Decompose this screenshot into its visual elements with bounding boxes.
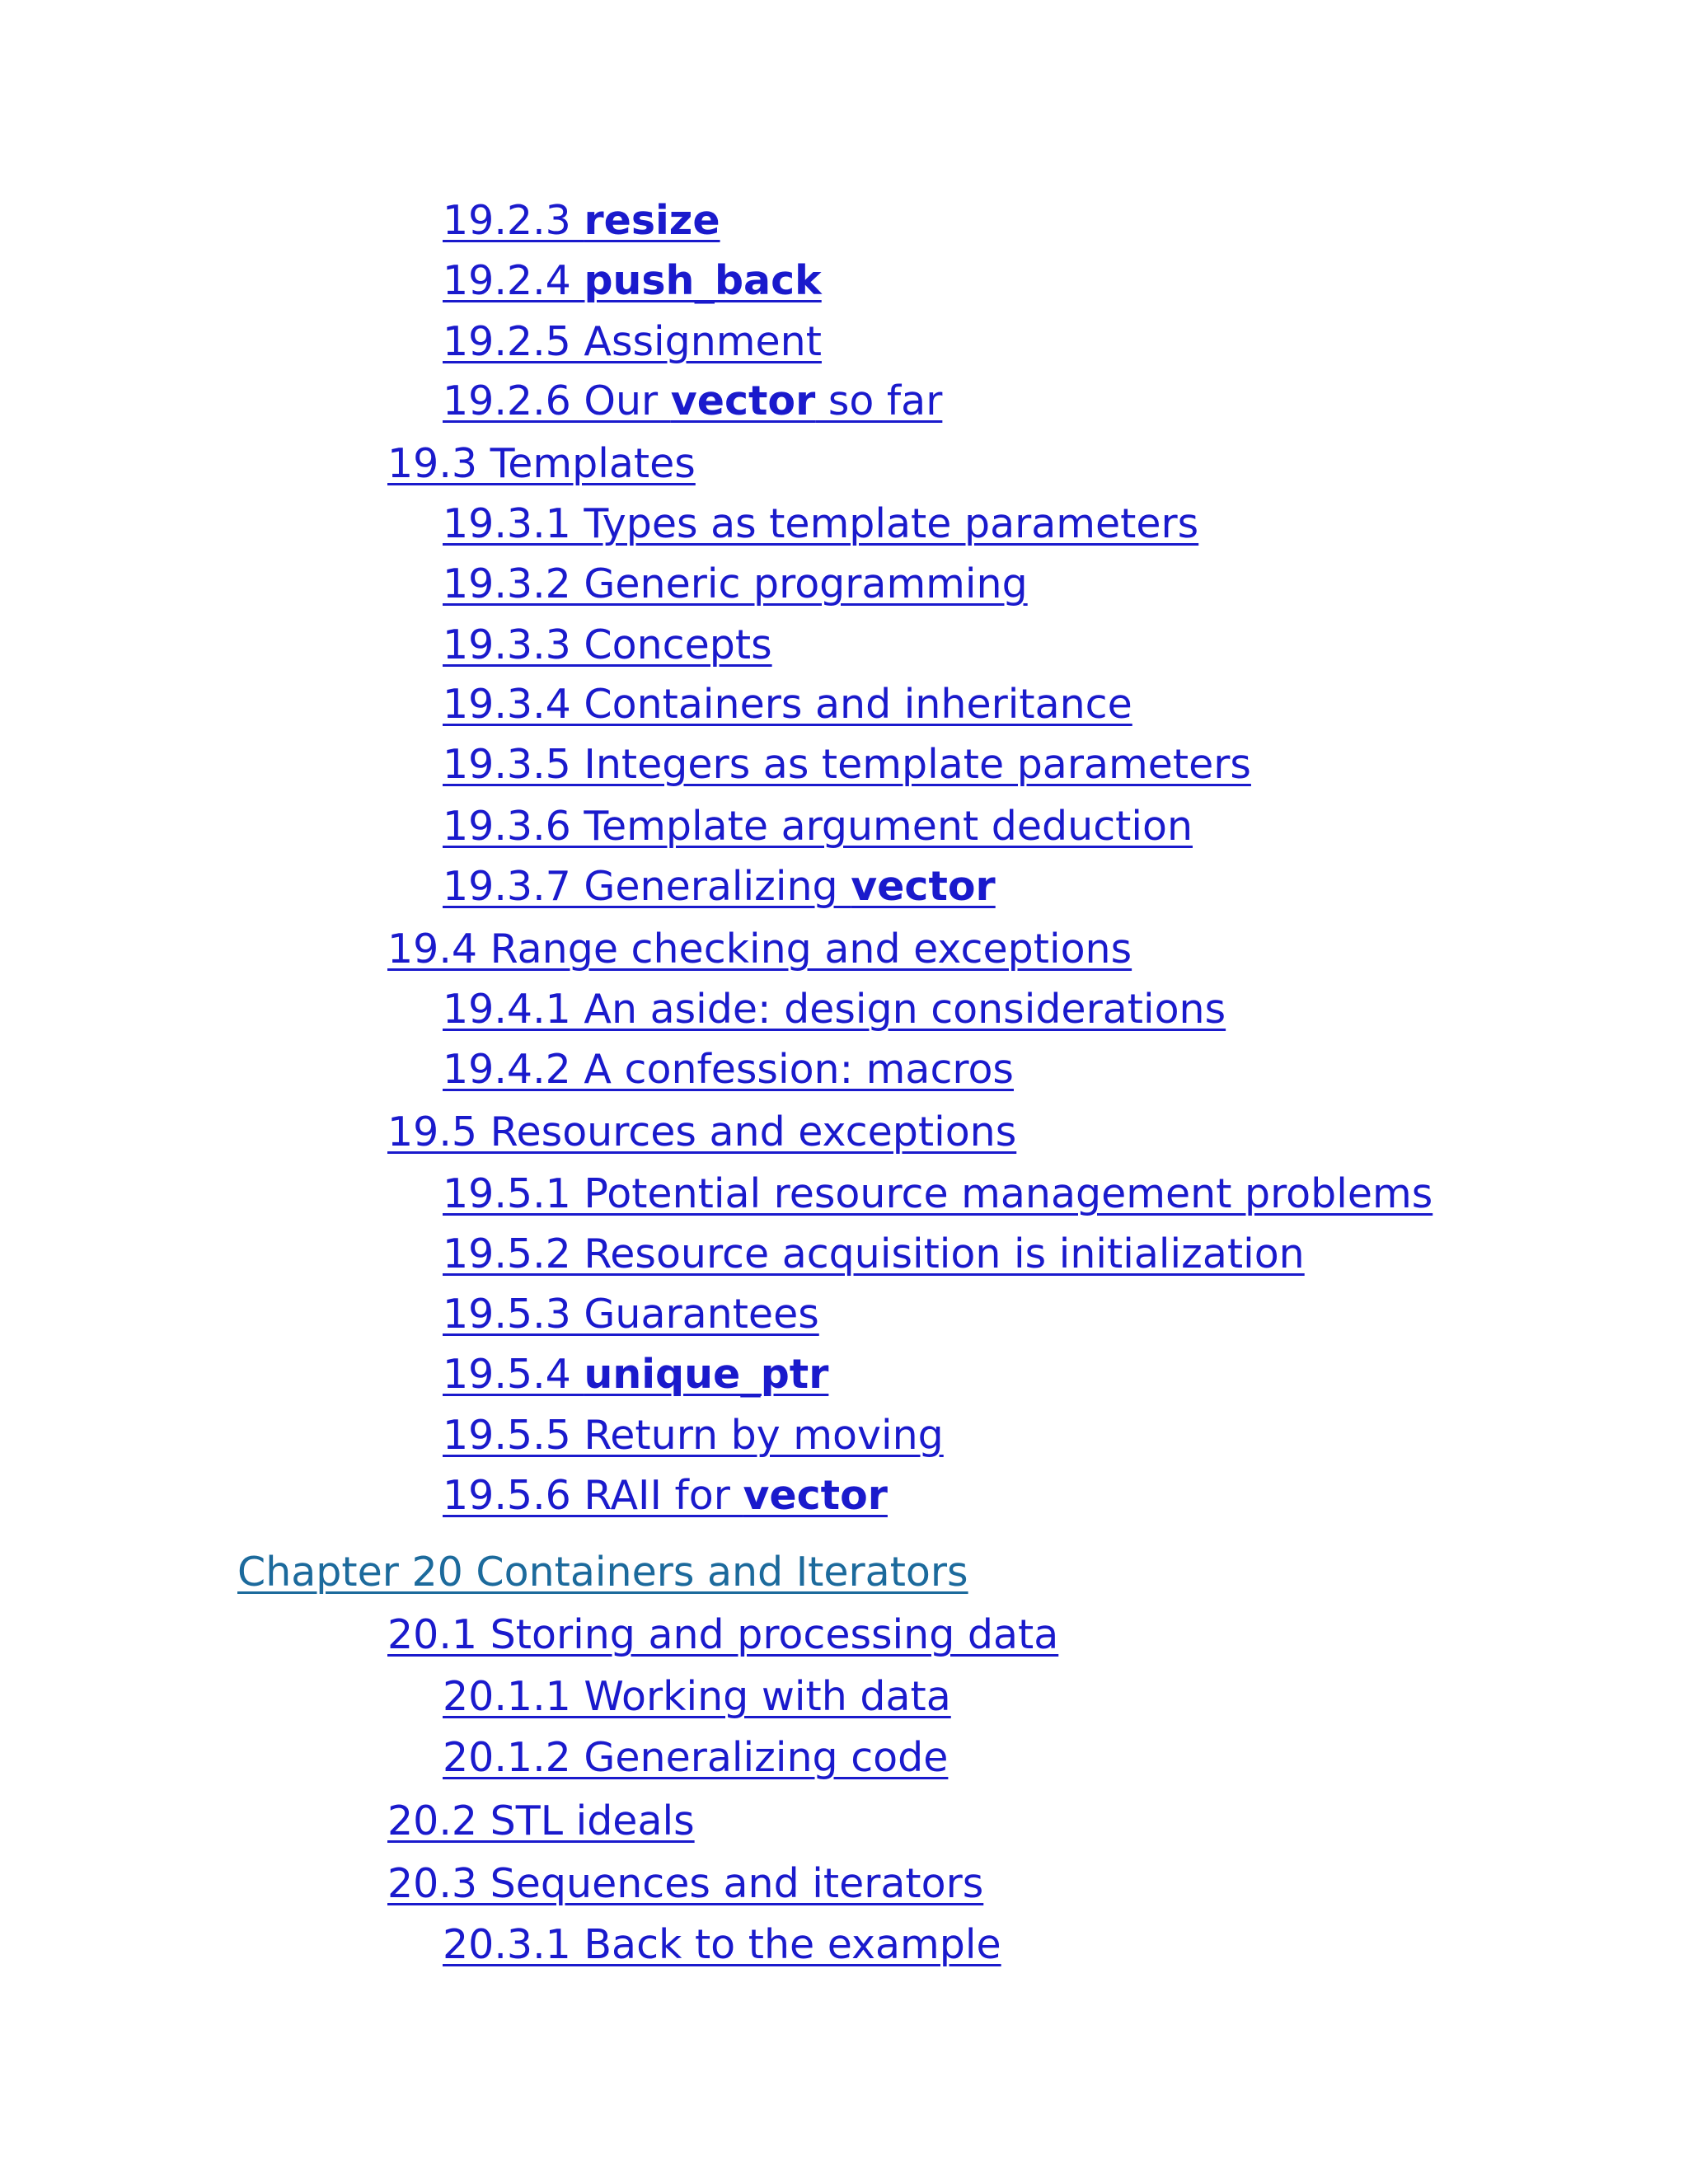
toc-entry-code-term: vector	[743, 1472, 888, 1519]
toc-entry-code-term: unique_ptr	[584, 1351, 829, 1398]
toc-section-link[interactable]	[443, 680, 1132, 729]
toc-entry-text: 19.2.4	[443, 257, 584, 304]
toc-entry-text: 19.4 Range checking and exceptions	[387, 926, 1132, 972]
toc-entry-text: 19.3.1 Types as template parameters	[443, 500, 1199, 547]
toc-section-link[interactable]	[443, 862, 996, 912]
toc-section-link[interactable]	[443, 1672, 951, 1722]
toc-entry-text: 20.1.1 Working with data	[443, 1673, 951, 1720]
toc-entry-text: 19.3 Templates	[387, 440, 696, 487]
toc-section-link[interactable]	[443, 1045, 1014, 1094]
toc-section-link[interactable]	[443, 1411, 944, 1460]
toc-entry-text: 19.4.2 A confession: macros	[443, 1046, 1014, 1093]
toc-section-link[interactable]	[387, 1610, 1058, 1660]
toc-entry-text: 19.2.3	[443, 197, 584, 244]
toc-section-link[interactable]	[443, 1169, 1432, 1219]
toc-section-link[interactable]	[387, 1859, 983, 1909]
toc-section-link[interactable]	[443, 1920, 1001, 1970]
toc-section-link[interactable]	[387, 1797, 695, 1846]
toc-section-link[interactable]	[443, 196, 720, 246]
toc-entry-code-term: resize	[584, 197, 720, 244]
toc-section-link[interactable]	[443, 1290, 819, 1339]
toc-entry-text: 19.3.7 Generalizing	[443, 863, 851, 910]
toc-entry-text: 19.5.3 Guarantees	[443, 1291, 819, 1338]
toc-section-link[interactable]	[443, 1471, 888, 1521]
toc-entry-text: 19.3.4 Containers and inheritance	[443, 681, 1132, 728]
toc-section-link[interactable]	[443, 377, 942, 426]
toc-section-link[interactable]	[443, 256, 822, 306]
toc-entry-text: 19.5.5 Return by moving	[443, 1412, 944, 1459]
toc-section-link[interactable]	[443, 499, 1198, 549]
toc-entry-text: 19.5 Resources and exceptions	[387, 1108, 1017, 1155]
toc-entry-text: 19.2.6 Our	[443, 377, 671, 424]
toc-entry-text: 20.1.2 Generalizing code	[443, 1734, 949, 1781]
toc-entry-code-term: push_back	[584, 257, 822, 304]
toc-section-link[interactable]	[443, 621, 772, 670]
toc-entry-text: 19.5.6 RAII for	[443, 1472, 743, 1519]
toc-section-link[interactable]	[443, 740, 1251, 790]
toc-entry-code-term: vector	[670, 377, 816, 424]
toc-section-link[interactable]	[443, 802, 1193, 851]
toc-entry-text: 20.3 Sequences and iterators	[387, 1860, 984, 1907]
toc-entry-text: 19.3.2 Generic programming	[443, 560, 1028, 607]
toc-section-link[interactable]	[443, 560, 1028, 609]
toc-entry-text: 19.3.5 Integers as template parameters	[443, 741, 1251, 788]
toc-entry-text: 19.5.2 Resource acquisition is initialization	[443, 1230, 1305, 1277]
toc-section-link[interactable]	[387, 925, 1132, 974]
toc-entry-text: 19.4.1 An aside: design considerations	[443, 986, 1226, 1033]
toc-entry-text: 19.5.4	[443, 1351, 584, 1398]
toc-section-link[interactable]	[443, 317, 822, 367]
toc-entry-text: 20.3.1 Back to the example	[443, 1921, 1001, 1968]
toc-section-link[interactable]	[443, 1230, 1305, 1279]
toc-entry-text: 19.2.5 Assignment	[443, 318, 822, 365]
toc-chapter-link[interactable]	[237, 1548, 968, 1597]
toc-section-link[interactable]	[443, 1350, 828, 1399]
toc-entry-text: so far	[815, 377, 943, 424]
toc-entry-code-term: vector	[851, 863, 996, 910]
toc-section-link[interactable]	[443, 985, 1226, 1034]
toc-entry-text: Chapter 20 Containers and Iterators	[237, 1549, 968, 1596]
toc-section-link[interactable]	[443, 1733, 948, 1783]
toc-entry-text: 20.2 STL ideals	[387, 1797, 695, 1844]
toc-entry-text: 19.3.3 Concepts	[443, 621, 772, 668]
toc-entry-text: 20.1 Storing and processing data	[387, 1611, 1059, 1658]
toc-entry-text: 19.5.1 Potential resource management problems	[443, 1170, 1433, 1217]
toc-section-link[interactable]	[387, 1108, 1016, 1157]
toc-entry-text: 19.3.6 Template argument deduction	[443, 803, 1193, 850]
toc-section-link[interactable]	[387, 439, 696, 489]
